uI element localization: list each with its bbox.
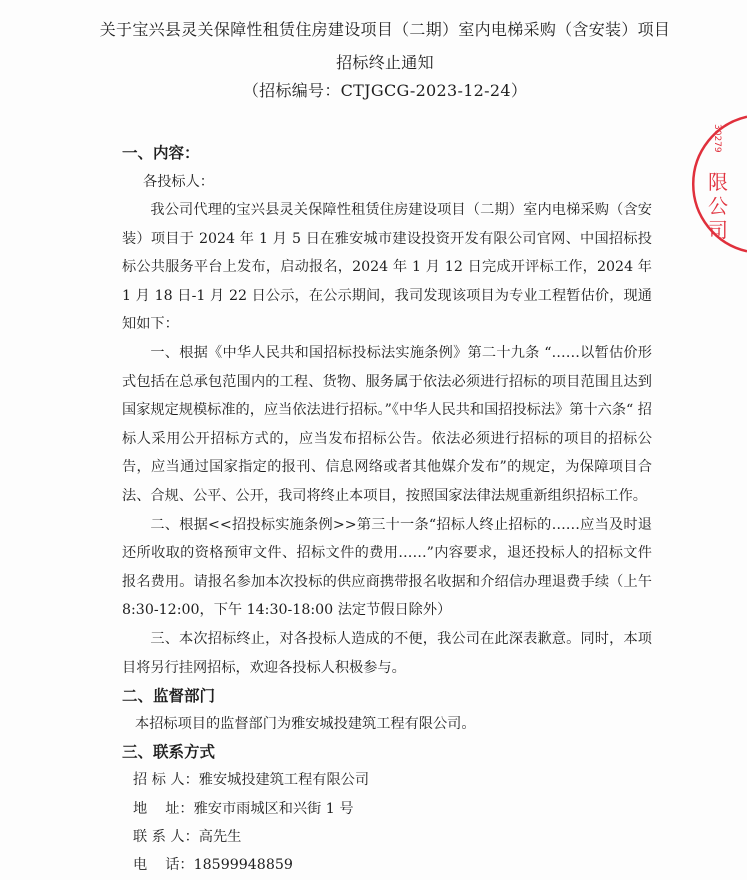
contact-label: 联 系 人： (133, 828, 199, 845)
contact-value: 高先生 (198, 828, 242, 845)
contact-person (122, 823, 652, 851)
contact-tenderer (122, 766, 652, 794)
paragraph-point-1: 一、根据《中华人民共和国招标投标法实施条例》第二十九条 “……以暂估价形式包括在总承包范围内的工程、货物、服务属于依法必须进行招标的项目范围且达到国家规定规模标准的，应当依法进行招标。”《中华人民共和国招投标法》第十六条“ 招标人采用公开招标方式的，应当发布招标公告。依法必须进行招标的项目的招标公告，应当通过国家指定的报刊、信息网络或者其他媒介发布”的规定，为保障项目合法、合规、公平、公开，我司将终止本项目，按照国家法律法规重新组织招标工作。 (122, 344, 652, 504)
contact-value: 雅安城投建筑工程有限公司 (198, 772, 370, 789)
section-heading-contact: 三、联系方式 (122, 743, 216, 762)
contact-value: 雅安市雨城区和兴街 1 号 (193, 800, 354, 817)
paragraph-intro: 我公司代理的宝兴县灵关保障性租赁住房建设项目（二期）室内电梯采购（含安装）项目于 2024 年 1 月 5 日在雅安城市建设投资开发有限公司官网、中国招标投标公共服务平台上发布，启动报名，2024 年 1 月 12 日完成开评标工作，2024 年 1 月 18 日-1 月 22 日公示，在公示期间，我司发现该项目为专业工程暂估价，现通知如下： (122, 202, 652, 333)
salutation: 各投标人： (143, 174, 214, 190)
document-title: 关于宝兴县灵关保障性租赁住房建设项目（二期）室内电梯采购（含安装）项目 (99, 20, 671, 39)
section-heading-content: 一、内容： (122, 144, 200, 162)
contact-address (122, 795, 652, 823)
contact-label: 地 址： (133, 800, 194, 817)
contact-value: 18599948859 (193, 857, 293, 874)
section-heading-supervision: 二、监督部门 (122, 687, 216, 706)
document-subtitle: 招标终止通知 (336, 53, 434, 72)
stamp-number: 30279 (712, 124, 722, 153)
supervision-text: 本招标项目的监督部门为雅安城投建筑工程有限公司。 (135, 716, 476, 733)
paragraph-point-3: 三、本次招标终止，对各投标人造成的不便，我公司在此深表歉意。同时，本项目将另行挂网招标，欢迎各投标人积极参与。 (122, 630, 652, 676)
notice-body (122, 196, 652, 682)
contact-label: 招 标 人： (133, 772, 199, 789)
notice-content (122, 196, 652, 880)
contact-label: 电 话： (133, 857, 194, 874)
tender-number: （招标编号：CTJGCG-2023-12-24） (242, 81, 528, 100)
stamp-text: 限公司 (708, 170, 728, 242)
paragraph-point-2: 二、根据<<招投标实施条例>>第三十一条“招标人终止招标的……应当及时退还所收取的资格预审文件、招标文件的费用……”内容要求，退还投标人的招标文件报名费用。请报名参加本次投标的供应商携带报名收据和介绍信办理退费手续（上午 8:30-12:00，下午 14:30-18:00 法定节假日除外） (122, 516, 652, 619)
contact-phone (122, 851, 652, 879)
